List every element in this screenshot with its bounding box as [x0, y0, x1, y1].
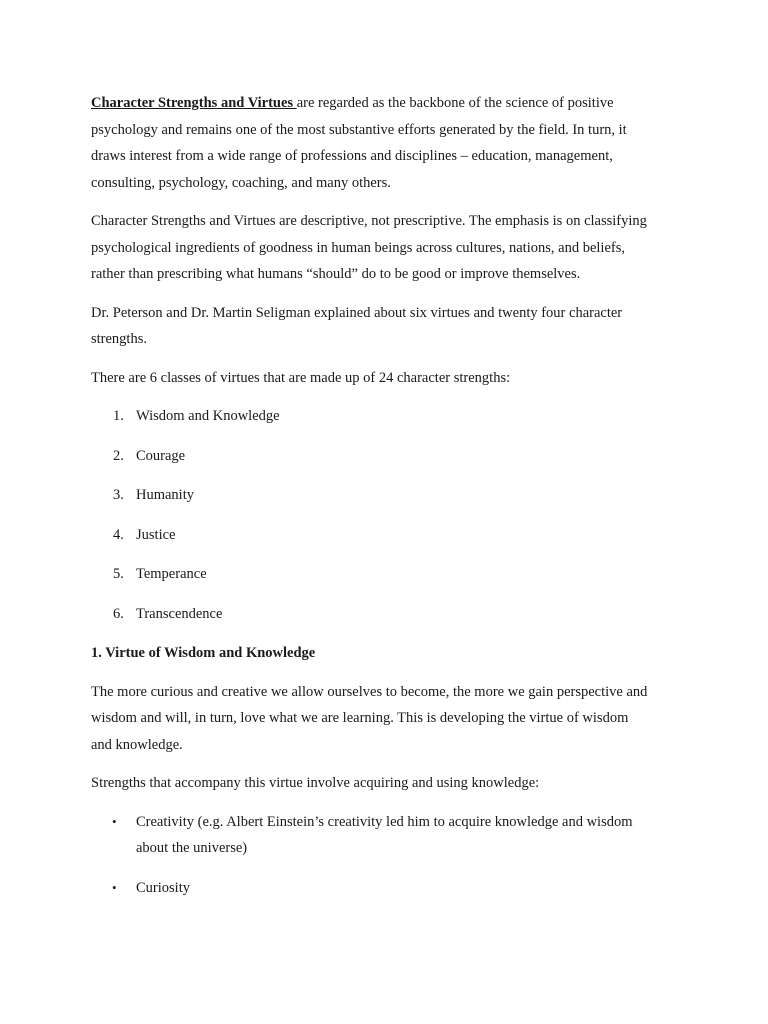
virtue-label: Justice [136, 526, 176, 543]
document-body [91, 90, 651, 914]
virtues-list [91, 403, 651, 627]
virtue-number: 1. [113, 408, 124, 424]
virtue-item [91, 443, 651, 470]
title-link[interactable]: Character Strengths and Virtues [91, 95, 297, 111]
virtue-label: Wisdom and Knowledge [136, 408, 280, 424]
virtue-label: Courage [136, 447, 186, 464]
virtue-label: Temperance [136, 566, 207, 582]
intro-paragraph-2: Character Strengths and Virtues are descriptive, not prescriptive. The emphasis is on classifying psychological ingredients of goodness in human beings across cultures, nations, and beliefs, rather than prescribing what humans “should” do to be good or improve themselves. [91, 213, 647, 282]
strength-label: Curiosity [136, 879, 190, 896]
virtue-item [91, 601, 651, 628]
intro-paragraph-1-text: are regarded as the backbone of the science of positive psychology and remains one of the most substantive efforts generated by the field. In turn, it draws interest from a wide range of professions and disciplines – education, management, consulting, psychology, coaching, and many others. [91, 95, 627, 191]
virtue-number: 4. [113, 526, 124, 543]
virtue-number: 2. [113, 447, 124, 464]
section-paragraph-1: The more curious and creative we allow ourselves to become, the more we gain perspective and wisdom and will, in turn, love what we are learning. This is developing the virtue of wisdom and knowledge. [91, 683, 648, 753]
virtue-number: 5. [113, 566, 124, 582]
strength-label: Creativity (e.g. Albert Einstein’s creativity led him to acquire knowledge and wisdom about the universe) [136, 813, 633, 856]
intro-paragraph-4: There are 6 classes of virtues that are made up of 24 character strengths: [91, 369, 511, 386]
section-heading: 1. Virtue of Wisdom and Knowledge [91, 645, 316, 661]
virtue-item [91, 561, 651, 588]
bullet-icon: • [112, 813, 117, 829]
strengths-list [91, 809, 651, 902]
virtue-label: Transcendence [136, 605, 223, 622]
virtue-item [91, 482, 651, 509]
section-paragraph-2: Strengths that accompany this virtue involve acquiring and using knowledge: [91, 775, 540, 791]
intro-paragraph-3: Dr. Peterson and Dr. Martin Seligman explained about six virtues and twenty four character strengths. [91, 304, 623, 347]
intro-paragraph-1 [91, 90, 651, 196]
virtue-item [91, 403, 651, 430]
bullet-icon: • [112, 879, 117, 895]
virtue-number: 6. [113, 605, 124, 622]
virtue-label: Humanity [136, 487, 194, 503]
virtue-item [91, 522, 651, 549]
virtue-number: 3. [113, 487, 124, 503]
strength-item [91, 875, 651, 902]
strength-item [91, 809, 651, 862]
